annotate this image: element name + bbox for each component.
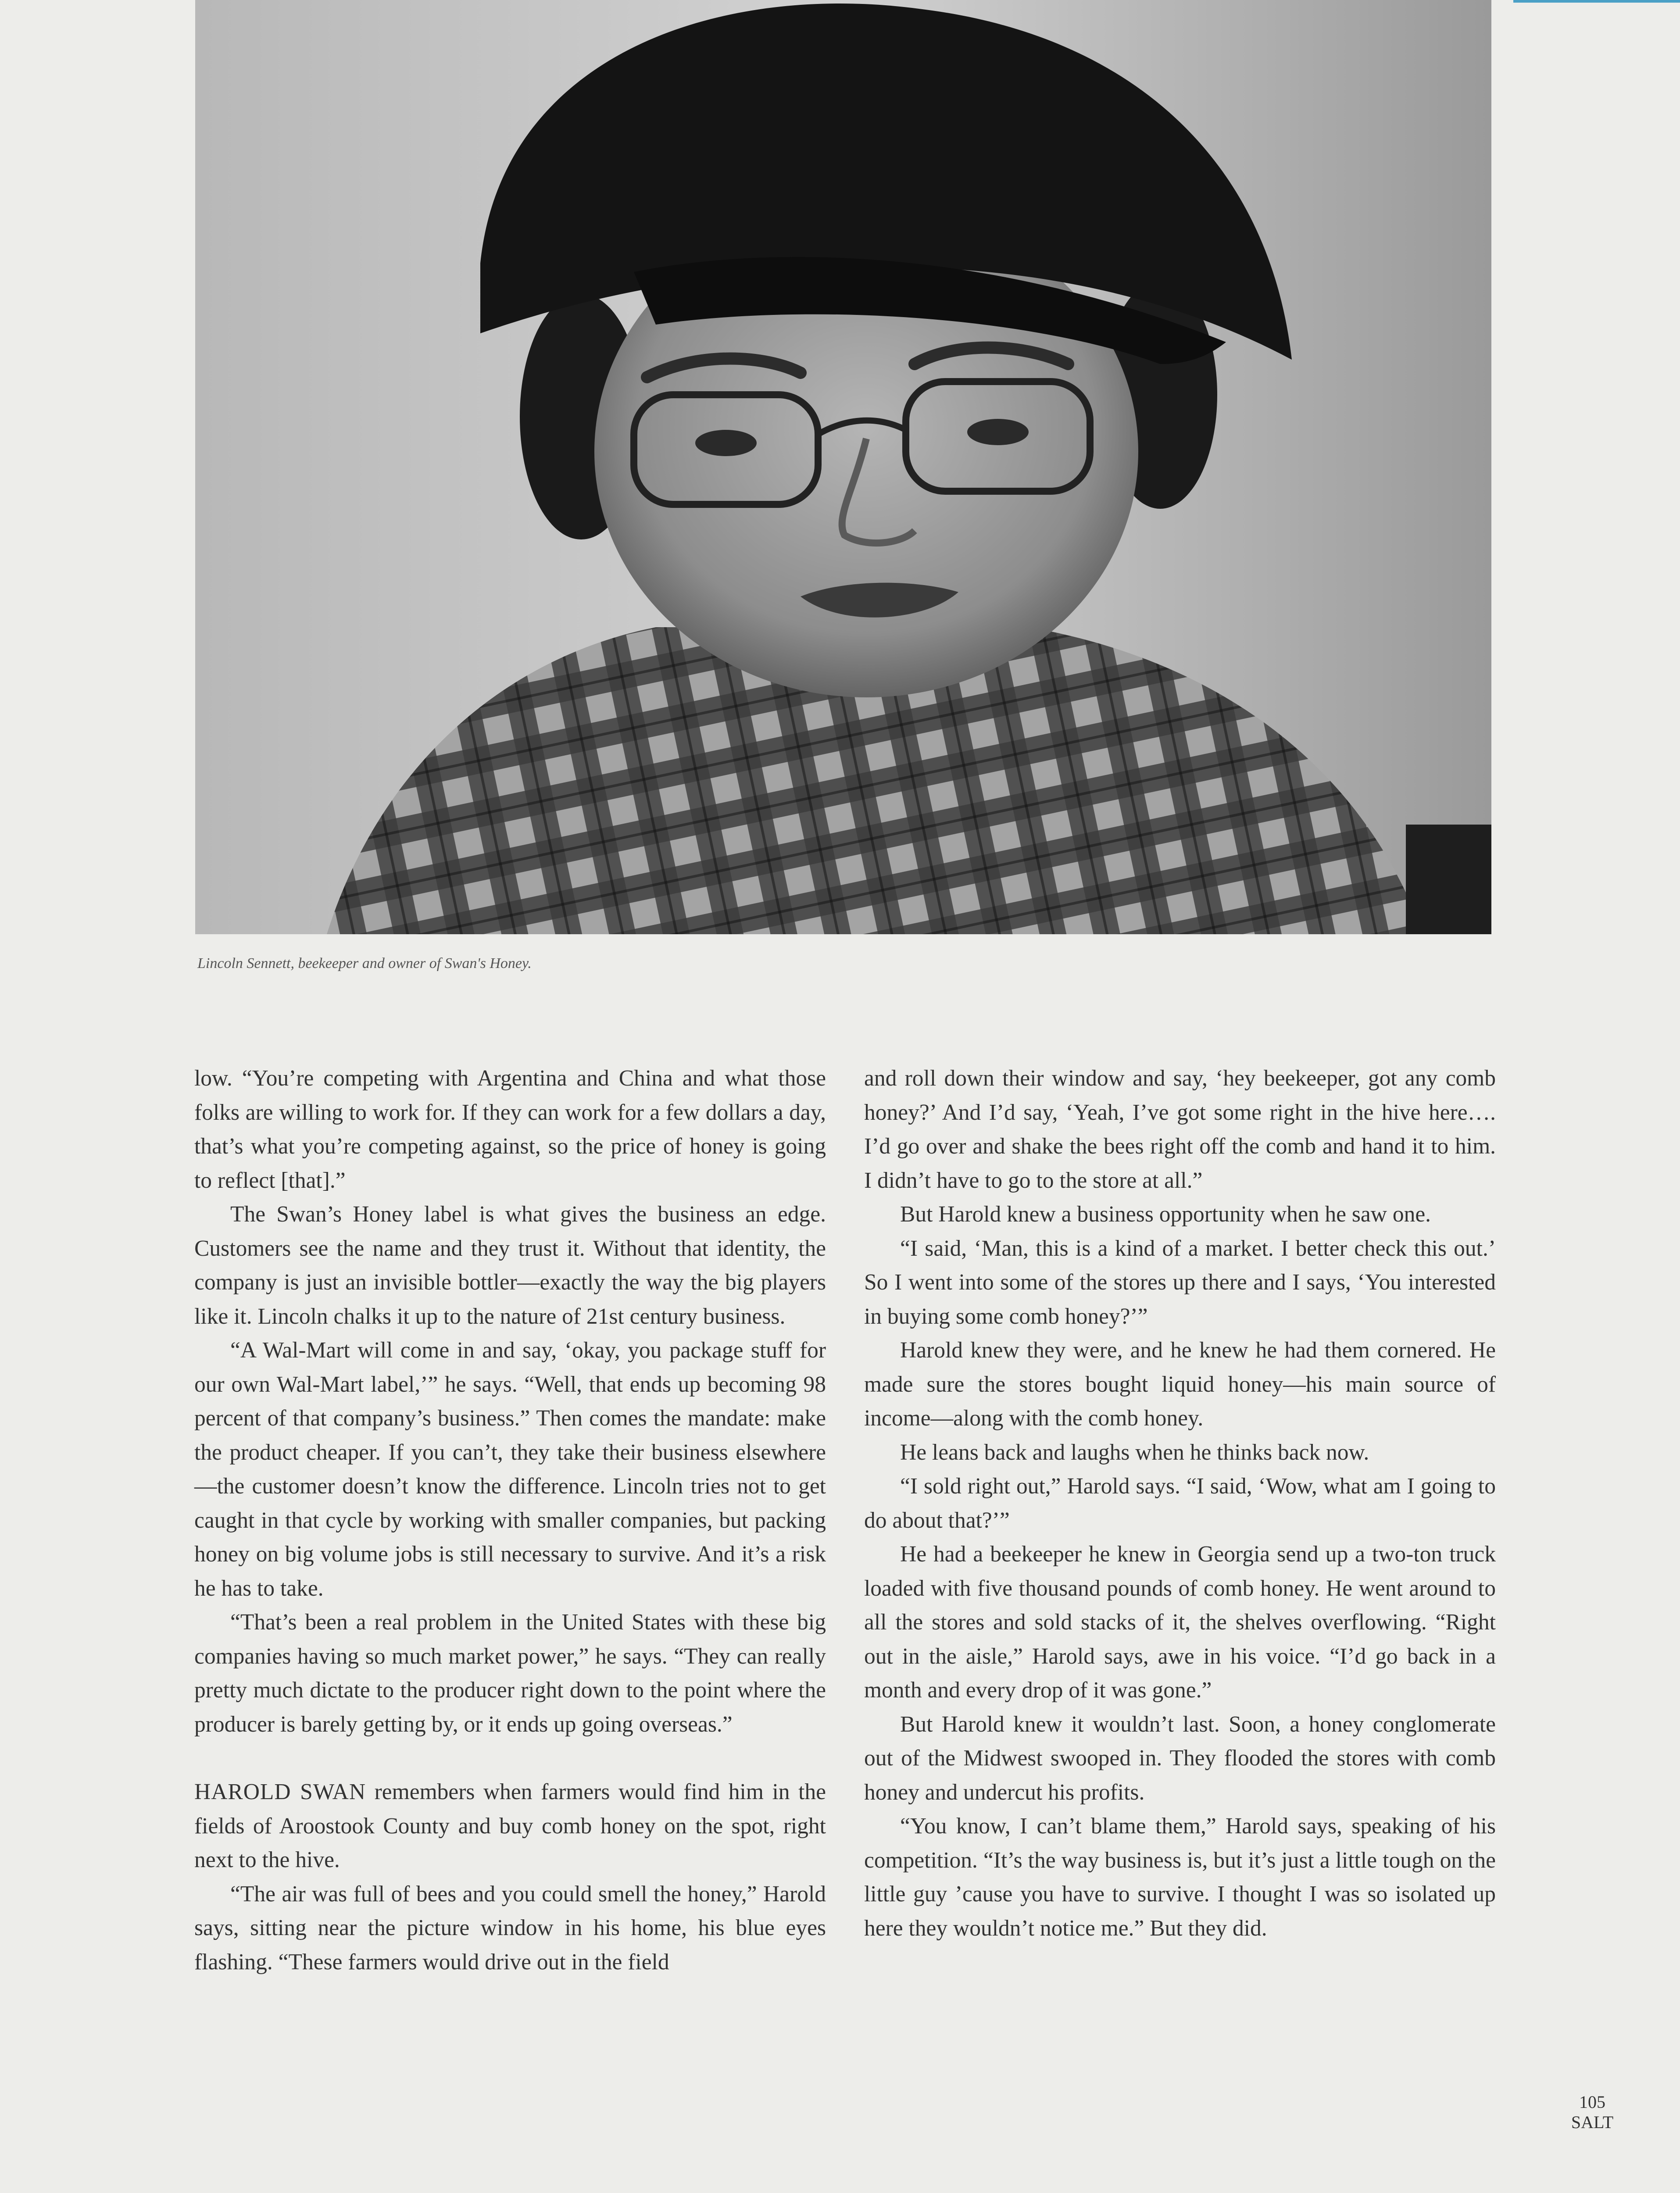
paragraph: “I said, ‘Man, this is a kind of a market. I better check this out.’ So I went into some of the stores up there and I says, ‘You interested in buying some comb honey?’” — [864, 1236, 1496, 1329]
paragraph: “The air was full of bees and you could smell the honey,” Harold says, sitting near the picture window in his home, his blue eyes flashing. “These farmers would drive out in the field — [194, 1881, 826, 1975]
publication-name: SALT — [1571, 2112, 1614, 2132]
photo-caption: Lincoln Sennett, beekeeper and owner of Swan's Honey. — [197, 955, 532, 971]
paragraph: “You know, I can’t blame them,” Harold says, speaking of his competition. “It’s the way business is, but it’s just a little tough on the little guy ’cause you have to survive. I thought I was so isolated up here they wouldn’t notice me.” But they did. — [864, 1814, 1496, 1941]
paragraph: “I sold right out,” Harold says. “I said, ‘Wow, what am I going to do about that?’” — [864, 1474, 1496, 1533]
paragraph: low. “You’re competing with Argentina and China and what those folks are willing to work for. If they can work for a few dollars a day, that’s what you’re competing against, so the price of honey is going to reflect [that].” — [194, 1066, 826, 1193]
section-start-paragraph — [194, 1775, 826, 1877]
paragraph: But Harold knew it wouldn’t last. Soon, a honey conglomerate out of the Midwest swooped in. They flooded the stores with comb honey and undercut his profits. — [864, 1711, 1496, 1805]
paragraph: Harold knew they were, and he knew he had them cornered. He made sure the stores bought liquid honey—his main source of income—along with the comb honey. — [864, 1338, 1496, 1431]
paragraph: The Swan’s Honey label is what gives the business an edge. Customers see the name and they trust it. Without that identity, the company is just an invisible bottler—exactly the way the big players like it. Lincoln chalks it up to the nature of 21st century business. — [194, 1202, 826, 1329]
paragraph: He leans back and laughs when he thinks back now. — [900, 1439, 1369, 1465]
paragraph: But Harold knew a business opportunity when he saw one. — [900, 1202, 1431, 1227]
page-number: 105 — [1579, 2092, 1605, 2112]
portrait-photo — [195, 0, 1491, 934]
paragraph: “That’s been a real problem in the United States with these big companies having so much market power,” he says. “They can really pretty much dictate to the producer right down to the point where the producer is barely getting by, or it ends up going overseas.” — [194, 1610, 826, 1737]
paragraph: “A Wal-Mart will come in and say, ‘okay, you package stuff for our own Wal-Mart label,’” he says. “Well, that ends up becoming 98 percent of that company’s business.” Then comes the mandate: make the product cheaper. If you can’t, they take their business elsewhere—the customer doesn’t know the difference. Lincoln tries not to get caught in that cycle by working with smaller companies, but packing honey on big volume jobs is still necessary to survive. And it’s a risk he has to take. — [194, 1338, 826, 1601]
paragraph: and roll down their window and say, ‘hey beekeeper, got any comb honey?’ And I’d say, ‘Yeah, I’ve got some right in the hive here…. I’d go over and shake the bees right off the comb and hand it to him. I didn’t have to go to the store at all.” — [864, 1066, 1496, 1193]
article-column-right — [864, 1061, 1496, 1945]
section-lead-in: HAROLD SWAN — [194, 1779, 366, 1804]
page-folio — [1562, 2092, 1623, 2132]
top-accent-rule — [1513, 0, 1680, 3]
paragraph: He had a beekeeper he knew in Georgia send up a two-ton truck loaded with five thousand pounds of comb honey. He went around to all the stores and sold stacks of it, the shelves overflowing. “Right out in the aisle,” Harold says, awe in his voice. “I’d go back in a month and every drop of it was gone.” — [864, 1542, 1496, 1703]
section-start-text: remembers when farmers would find him in the fields of Aroostook County and buy comb honey on the spot, right next to the hive. — [194, 1779, 826, 1872]
article-column-left — [194, 1061, 826, 1979]
